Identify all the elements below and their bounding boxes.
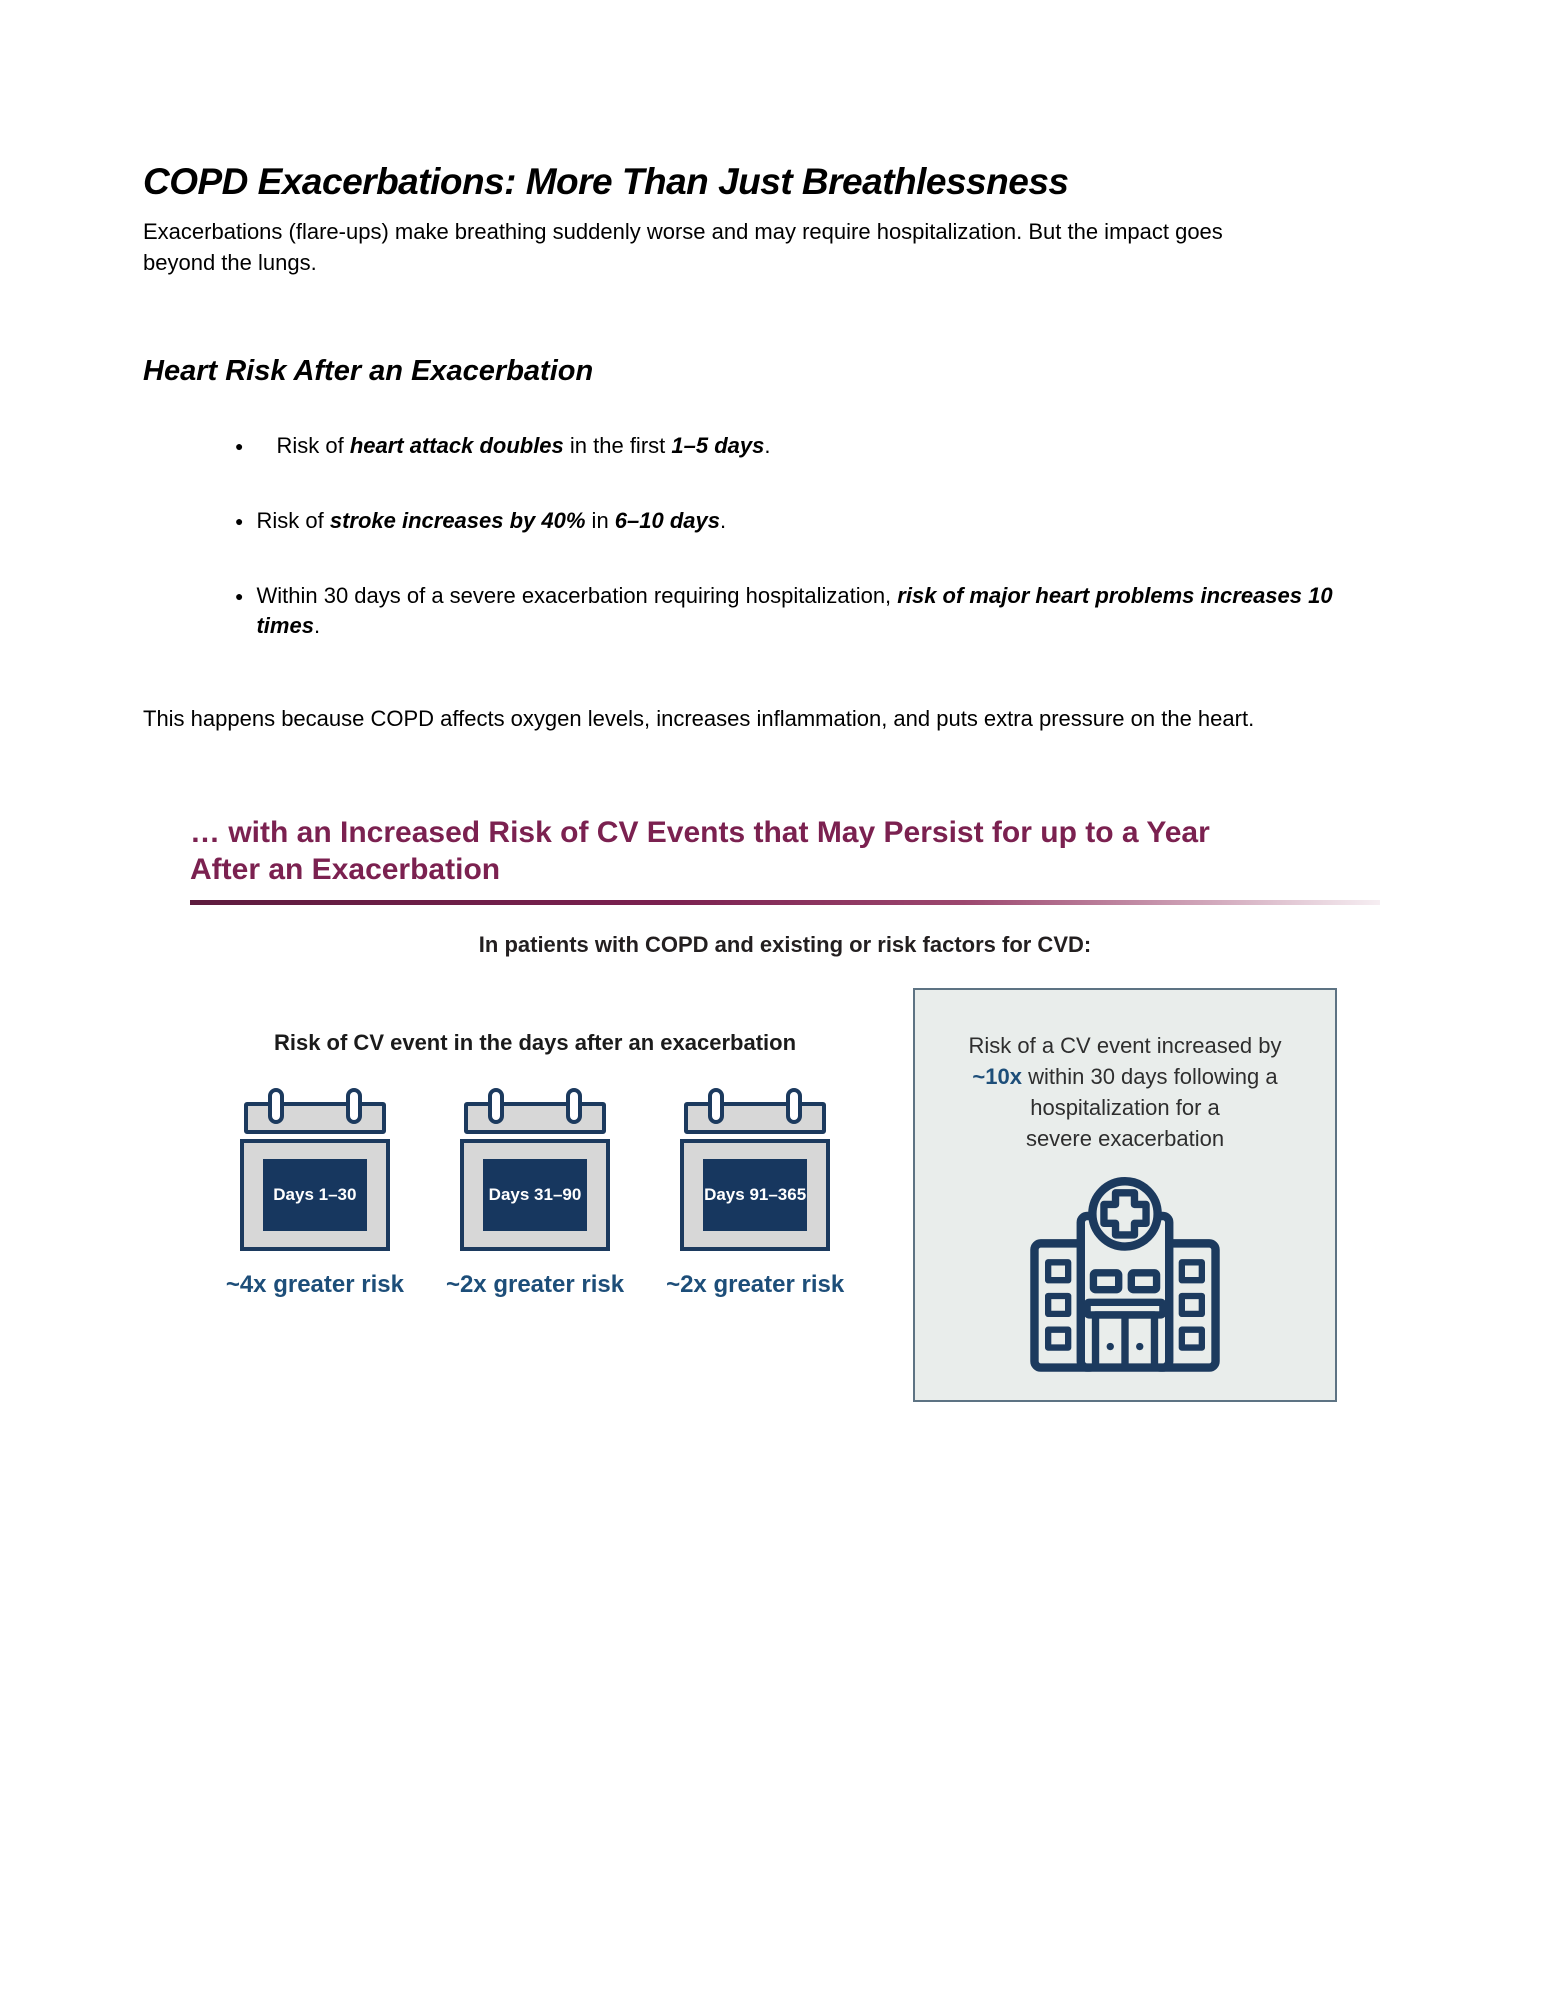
calendar-body xyxy=(460,1139,610,1251)
calendar-day-label: Days 31–90 xyxy=(483,1159,587,1231)
bullet-item xyxy=(143,581,1400,641)
risk-multiplier-label: ~4x greater risk xyxy=(225,1271,404,1299)
intro-paragraph: Exacerbations (flare-ups) make breathing suddenly worse and may require hospitalization. But the impact goes beyond the lungs. xyxy=(143,219,1223,276)
calendar-body xyxy=(680,1139,830,1251)
bullet-icon: ● xyxy=(235,588,244,605)
closing-paragraph: This happens because COPD affects oxygen levels, increases inflammation, and puts extra pressure on the heart. xyxy=(143,706,1255,732)
calendar-day-label: Days 91–365 xyxy=(703,1159,807,1231)
calendar-icon xyxy=(680,1086,830,1251)
infographic-heading xyxy=(190,814,1400,888)
calendar-icon xyxy=(460,1086,610,1251)
calendar-binding xyxy=(244,1102,386,1134)
cv-risk-panel xyxy=(190,1030,880,1299)
calendar-ring-icon xyxy=(346,1088,362,1124)
risk-multiplier-label: ~2x greater risk xyxy=(445,1271,625,1299)
calendar-icon xyxy=(240,1086,390,1251)
bullet-item xyxy=(143,431,1400,461)
infographic-body xyxy=(190,988,1380,1402)
calendar-ring-icon xyxy=(708,1088,724,1124)
hospitalization-text: Risk of a CV event increased by ~10x within 30 days following a hospitalization for a severe exacerbation xyxy=(968,1033,1282,1152)
hospitalization-box xyxy=(913,988,1337,1402)
calendar-group xyxy=(190,1086,880,1299)
hospital-icon xyxy=(939,1176,1311,1376)
calendar-binding xyxy=(464,1102,606,1134)
bullet-text: Risk of heart attack doubles in the first 1–5 days. xyxy=(276,433,771,459)
bullet-icon: ● xyxy=(235,513,244,530)
calendar-ring-icon xyxy=(268,1088,284,1124)
infographic xyxy=(143,814,1400,1402)
infographic-divider xyxy=(190,900,1380,905)
calendar-body xyxy=(240,1139,390,1251)
calendar-ring-icon xyxy=(566,1088,582,1124)
calendar-ring-icon xyxy=(786,1088,802,1124)
bullet-text: Within 30 days of a severe exacerbation requiring hospitalization, risk of major heart problems increases 10 times. xyxy=(256,583,1333,639)
bullet-icon: ● xyxy=(235,438,244,455)
infographic-heading-line2: After an Exacerbation xyxy=(190,853,501,887)
bullet-list xyxy=(143,431,1400,641)
bullet-item xyxy=(143,506,1400,536)
infographic-heading-line1: … with an Increased Risk of CV Events that May Persist for up to a Year xyxy=(190,816,1210,850)
risk-multiplier-label: ~2x greater risk xyxy=(666,1271,845,1299)
cv-risk-panel-label: Risk of CV event in the days after an exacerbation xyxy=(273,1030,797,1056)
calendar-column xyxy=(446,1086,624,1299)
calendar-column xyxy=(226,1086,404,1299)
section-heading: Heart Risk After an Exacerbation xyxy=(143,355,594,388)
page-title: COPD Exacerbations: More Than Just Breathlessness xyxy=(143,161,1069,202)
infographic-subtitle: In patients with COPD and existing or risk factors for CVD: xyxy=(478,932,1092,958)
calendar-column xyxy=(666,1086,844,1299)
calendar-day-label: Days 1–30 xyxy=(263,1159,367,1231)
calendar-ring-icon xyxy=(488,1088,504,1124)
calendar-binding xyxy=(684,1102,826,1134)
bullet-text: Risk of stroke increases by 40% in 6–10 days. xyxy=(256,508,727,534)
